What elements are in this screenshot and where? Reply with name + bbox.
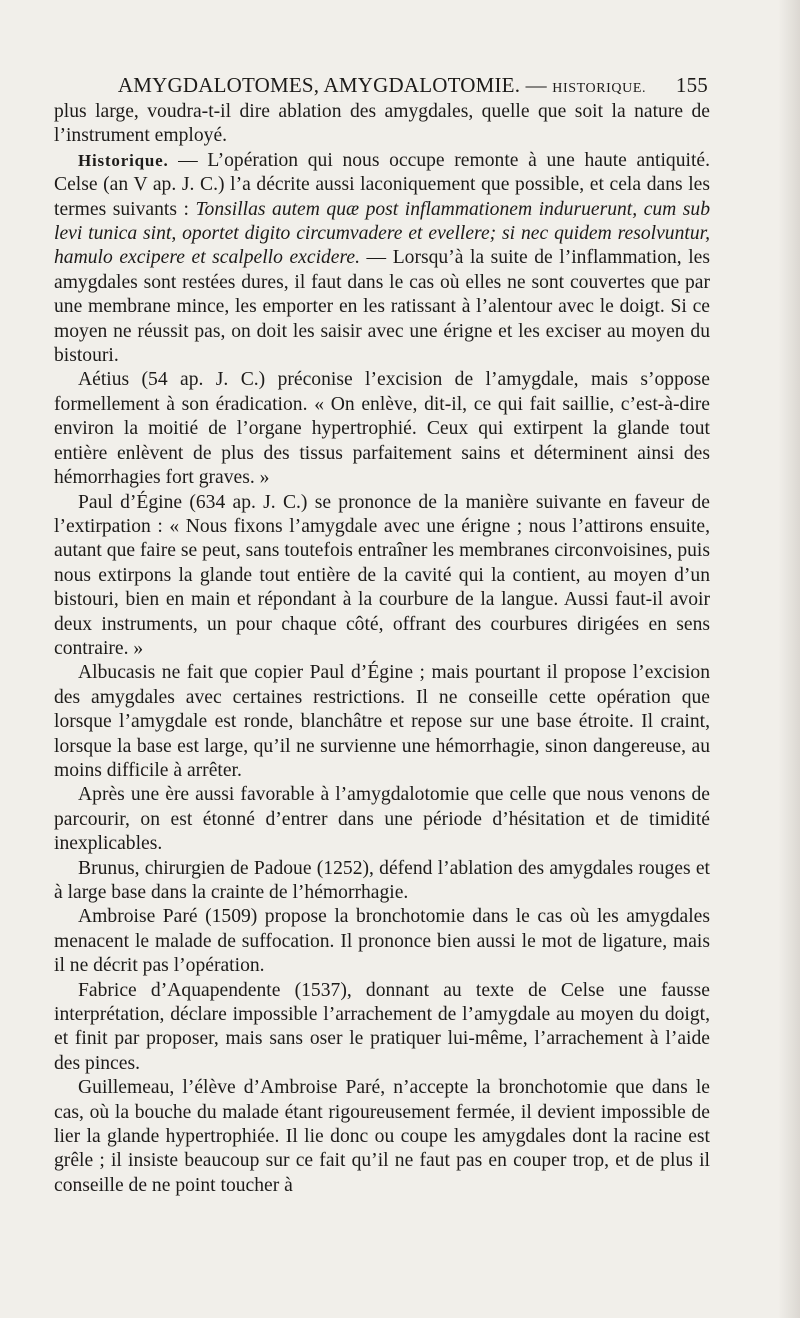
celse-latin-quote: Tonsillas autem quæ post inflammationem induruerunt, cum sub levi tunica sint, oportet digito circumvadere et evellere; si nec quidem resolvuntur, hamulo excipere et scalpello excidere. bbox=[54, 198, 711, 269]
historique-text-after: — Lorsqu’à la suite de l’inflammation, les amygdales sont restées dures, il faut dans le cas où elles ne sont couvertes que par une membrane mince, les emporter en les ratissant à l’alentour avec le doigt. Si ce moyen ne réussit pas, on doit les saisir avec une érigne et les exciser au moyen du bistouri. bbox=[54, 247, 710, 367]
paragraph-aetius: Aétius (54 ap. J. C.) préconise l’excision de l’amygdale, mais s’oppose formellement à son éradication. « On enlève, dit-il, ce qui fait saillie, c’est-à-dire environ la moitié de l’organe hypertrophié. Ceux qui extirpent la glande tout entière enlèvent de plus des tissus parfaitement sains et déterminent ainsi des hémorrhagies fort graves. » bbox=[54, 369, 710, 489]
paragraph-apres: Après une ère aussi favorable à l’amygdalotomie que celle que nous venons de parcourir, on est étonné d’entrer dans une période d’hésitation et de timidité inexplicables. bbox=[54, 784, 710, 855]
paragraph-pare: Ambroise Paré (1509) propose la bronchotomie dans le cas où les amygdales menacent le malade de suffocation. Il prononce bien aussi le mot de ligature, mais il ne décrit pas l’opération. bbox=[54, 906, 710, 977]
body-text bbox=[54, 100, 710, 1198]
paragraph-guillemeau: Guillemeau, l’élève d’Ambroise Paré, n’accepte la bronchotomie que dans le cas, où la bouche du malade étant rigoureusement fermée, il devient impossible de lier la glande hypertrophiée. Il lie donc ou coupe les amygdales dont la racine est grêle ; il insiste beaucoup sur ce fait qu’il ne faut pas en couper trop, et de plus il conseille de ne point toucher à bbox=[54, 1077, 710, 1196]
historique-text-before: — L’opération qui nous occupe remonte à une haute antiquité. Celse (an V ap. J. C.) l’a décrite aussi laconiquement que possible, et cela dans les termes suivants : bbox=[54, 149, 710, 220]
running-head-section: HISTORIQUE. bbox=[552, 81, 647, 96]
paragraph-albucasis: Albucasis ne fait que copier Paul d’Égine ; mais pourtant il propose l’excision des amygdales avec certaines restrictions. Il ne conseille cette opération que lorsque l’amygdale est ronde, blanchâtre et repose sur une base étroite. Il craint, lorsque la base est large, qu’il ne survienne une hémorrhagie, sinon dangereuse, au moins difficile à arrêter. bbox=[54, 662, 710, 781]
paragraph-paul-egine: Paul d’Égine (634 ap. J. C.) se prononce de la manière suivante en faveur de l’extirpation : « Nous fixons l’amygdale avec une érigne ; nous l’attirons ensuite, autant que faire se peut, sans toutefois entraîner les membranes circonvoisines, puis nous extirpons la glande tout entière de la cavité qui la contient, au moyen d’un bistouri, bien en main et répondant à la courbure de la langue. Aussi faut-il avoir deux instruments, un pour chaque côté, offrant des courbures dirigées en sens contraire. » bbox=[54, 491, 710, 659]
running-head-title: AMYGDALOTOMES, AMYGDALOTOMIE. bbox=[117, 73, 521, 97]
book-page bbox=[54, 70, 710, 1198]
page-edge-shadow bbox=[778, 0, 800, 1318]
running-head-dash: — bbox=[520, 73, 553, 97]
running-head bbox=[54, 70, 710, 100]
paragraph-brunus: Brunus, chirurgien de Padoue (1252), défend l’ablation des amygdales rouges et à large base dans la crainte de l’hémorrhagie. bbox=[54, 857, 710, 903]
page-number: 155 bbox=[675, 73, 708, 97]
paragraph-continuation: plus large, voudra-t-il dire ablation des amygdales, quelle que soit la nature de l’instrument employé. bbox=[54, 101, 710, 147]
paragraph-historique bbox=[54, 149, 710, 369]
section-heading-historique: Historique. bbox=[78, 150, 169, 170]
paragraph-fabrice: Fabrice d’Aquapendente (1537), donnant au texte de Celse une fausse interprétation, déclare impossible l’arrachement de l’amygdale au moyen du doigt, et finit par proposer, mais sans oser le pratiquer lui-même, l’arrachement à l’aide des pinces. bbox=[54, 979, 710, 1074]
